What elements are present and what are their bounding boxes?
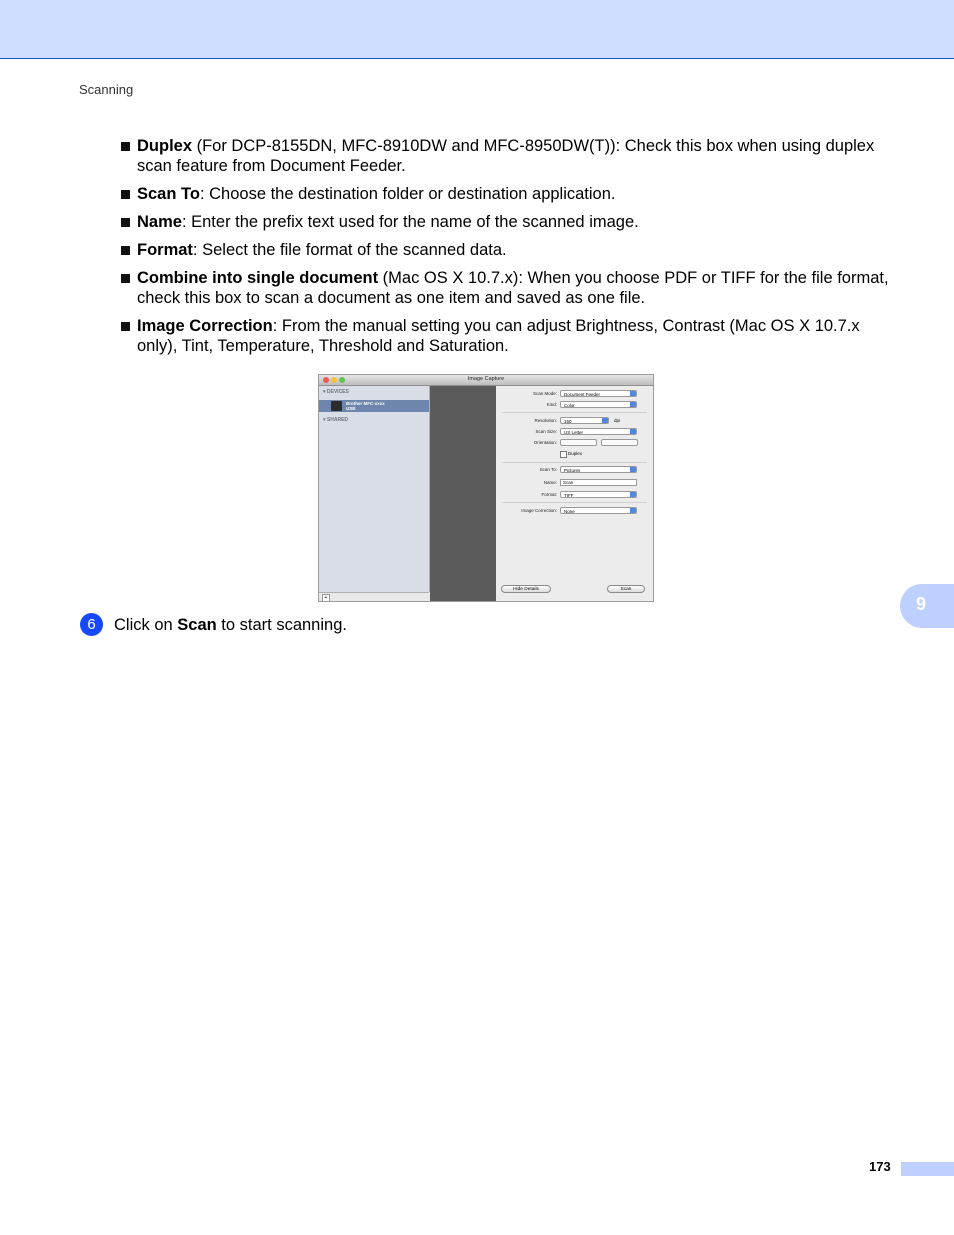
chevron-updown-icon <box>630 508 636 513</box>
window-title: Image Capture <box>467 376 505 382</box>
add-device-button[interactable]: + <box>322 594 330 602</box>
top-header-band <box>0 0 954 59</box>
bullet-format <box>120 240 895 260</box>
bullet-text: (For DCP-8155DN, MFC-8910DW and MFC-8950DW(T)): Check this box when using duplex scan feature from Document Feeder. <box>137 137 875 175</box>
image-correction-select[interactable]: None <box>560 507 637 514</box>
bullet-term: Name <box>137 213 182 231</box>
settings-bullet-list <box>120 136 895 364</box>
kind-row <box>496 401 653 409</box>
bullet-scan-to <box>120 184 895 204</box>
bullet-combine <box>120 268 895 308</box>
duplex-row <box>496 451 653 459</box>
name-label: Name: <box>543 480 557 485</box>
hide-details-button[interactable]: Hide Details <box>501 585 551 593</box>
resolution-unit: dpi <box>614 418 621 423</box>
device-label: Brother MFC-xxxx USB <box>346 401 385 411</box>
chevron-updown-icon <box>630 467 636 472</box>
scan-to-label: Scan To: <box>539 467 557 472</box>
chapter-tab: 9 <box>900 584 954 628</box>
bullet-term: Scan To <box>137 185 200 203</box>
chevron-updown-icon <box>630 402 636 407</box>
devices-heading: ▾ DEVICES <box>323 389 349 395</box>
printer-icon <box>331 401 342 411</box>
orientation-control-2[interactable] <box>601 439 638 446</box>
sidebar-footer <box>319 592 429 602</box>
chevron-updown-icon <box>630 492 636 497</box>
kind-label: Kind: <box>546 402 557 407</box>
divider <box>502 462 647 463</box>
scan-button[interactable]: Scan <box>607 585 645 593</box>
orientation-label: Orientation: <box>533 440 557 445</box>
bullet-text: : Choose the destination folder or destination application. <box>199 185 616 203</box>
device-item[interactable] <box>319 400 429 412</box>
divider <box>502 502 647 503</box>
resolution-row <box>496 417 653 425</box>
bullet-term: Format <box>137 241 193 259</box>
format-row <box>496 491 653 499</box>
chevron-updown-icon <box>630 429 636 434</box>
orientation-control[interactable] <box>560 439 597 446</box>
resolution-label: Resolution: <box>534 418 557 423</box>
window-titlebar <box>319 375 653 386</box>
scan-size-label: Scan Size: <box>535 429 557 434</box>
scan-to-select[interactable]: Pictures <box>560 466 637 473</box>
step-text: Click on Scan to start scanning. <box>114 616 347 634</box>
bullet-term: Duplex <box>137 137 193 155</box>
chevron-updown-icon <box>630 391 636 396</box>
bullet-text: : From the manual setting you can adjust Brightness, Contrast (Mac OS X 10.7.x only), Tint, Temperature, Threshold and Saturation. <box>137 317 860 355</box>
bullet-name <box>120 212 895 232</box>
bullet-text: : Enter the prefix text used for the name of the scanned image. <box>181 213 639 231</box>
bullet-term: Combine into single document <box>137 269 379 287</box>
section-header: Scanning <box>79 82 134 97</box>
format-select[interactable]: TIFF <box>560 491 637 498</box>
orientation-row <box>496 439 653 447</box>
kind-select[interactable]: Color <box>560 401 637 408</box>
duplex-label: Duplex <box>568 451 583 456</box>
bullet-image-correction <box>120 316 895 356</box>
chevron-updown-icon <box>602 418 608 423</box>
scan-mode-label: Scan Mode: <box>532 391 557 396</box>
page-number: 173 <box>869 1159 891 1174</box>
bullet-text: : Select the file format of the scanned data. <box>192 241 507 259</box>
scan-mode-select[interactable]: Document Feeder <box>560 390 637 397</box>
bullet-duplex <box>120 136 895 176</box>
scan-mode-row <box>496 390 653 398</box>
image-correction-label: Image Correction: <box>521 508 557 513</box>
device-sidebar <box>319 386 430 592</box>
bullet-term: Image Correction <box>137 317 273 335</box>
scan-to-row <box>496 466 653 474</box>
format-label: Format: <box>541 492 557 497</box>
shared-heading: ▾ SHARED <box>323 417 349 423</box>
bullet-text: (Mac OS X 10.7.x): When you choose PDF or TIFF for the file format, check this box to scan a document as one item and saved as one file. <box>137 269 889 307</box>
scan-size-row <box>496 428 653 436</box>
step-number-badge: 6 <box>80 613 103 636</box>
resolution-select[interactable]: 150 <box>560 417 609 424</box>
scan-settings-panel <box>496 386 653 601</box>
name-row <box>496 479 653 487</box>
scan-size-select[interactable]: US Letter <box>560 428 637 435</box>
image-correction-row <box>496 507 653 515</box>
image-capture-screenshot <box>318 374 654 602</box>
duplex-checkbox[interactable] <box>560 451 567 458</box>
page-number-bar <box>901 1162 954 1176</box>
name-input[interactable]: Scan <box>560 479 637 486</box>
scan-preview-area <box>430 386 496 601</box>
divider <box>502 412 647 413</box>
